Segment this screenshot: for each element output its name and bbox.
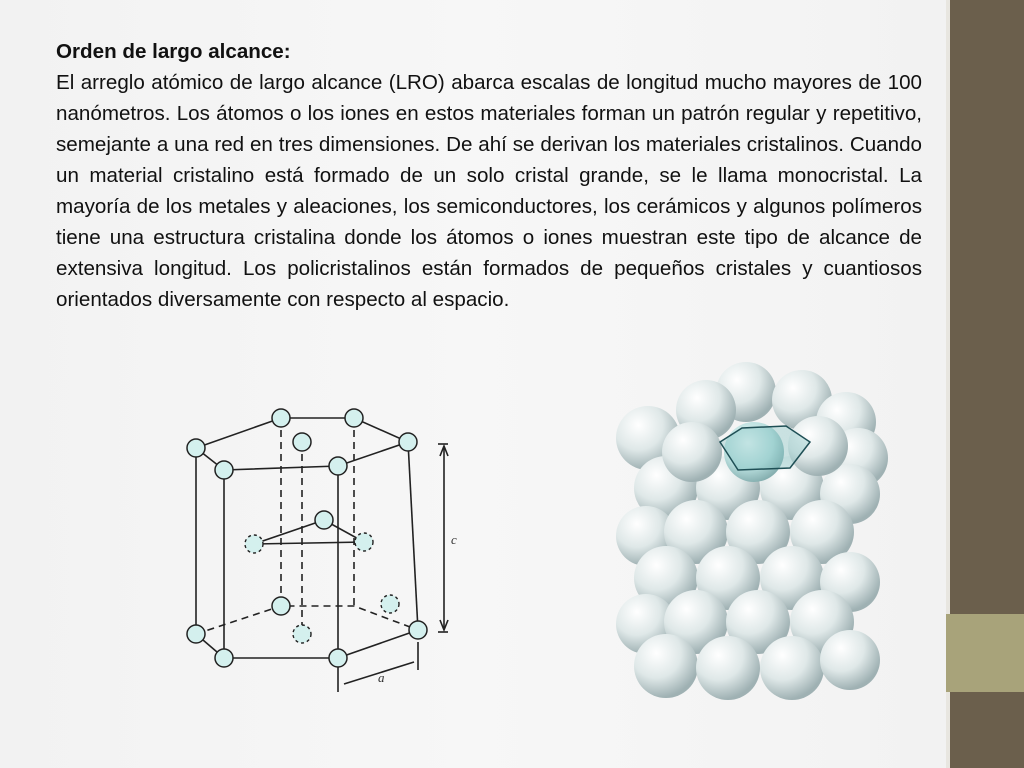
atom-hidden <box>245 535 263 553</box>
atom <box>329 649 347 667</box>
atom <box>409 621 427 639</box>
atom <box>315 511 333 529</box>
atom <box>345 409 363 427</box>
sphere-layers <box>616 362 888 700</box>
atom <box>293 433 311 451</box>
atom <box>272 597 290 615</box>
sphere <box>696 636 760 700</box>
atom <box>215 649 233 667</box>
dimension-a-label: a <box>378 670 385 685</box>
hcp-hidden-atoms <box>245 533 399 643</box>
atom <box>272 409 290 427</box>
atom-hidden <box>355 533 373 551</box>
close-packed-sphere-model <box>596 360 906 720</box>
atom <box>329 457 347 475</box>
sphere <box>760 636 824 700</box>
sphere <box>662 422 722 482</box>
atom-hidden <box>293 625 311 643</box>
sphere <box>820 630 880 690</box>
hcp-frame-lines <box>196 418 448 692</box>
hcp-unit-cell-diagram <box>168 392 468 702</box>
atom-hidden <box>381 595 399 613</box>
atom <box>187 625 205 643</box>
atom <box>187 439 205 457</box>
text-content <box>56 36 922 315</box>
sidebar-accent-block <box>946 614 1024 692</box>
atom <box>215 461 233 479</box>
slide-heading: Orden de largo alcance: <box>56 40 291 63</box>
slide-body-text: El arreglo atómico de largo alcance (LRO) abarca escalas de longitud mucho mayores de 100 nanómetros. Los átomos o los iones en estos materiales forman un patrón regular y repetitivo, semejante a una red en tres dimensiones. De ahí se derivan los materiales cristalinos. Cuando un material cristalino está formado de un solo cristal grande, se le llama monocristal. La mayoría de los metales y aleaciones, los semiconductores, los cerámicos y algunos polímeros tiene una estructura cristalina donde los átomos o iones muestran este tipo de alcance de extensiva longitud. Los policristalinos están formados de pequeños cristales y cuantiosos orientados diversamente con respecto al espacio. <box>56 71 922 311</box>
sphere <box>634 634 698 698</box>
dimension-c-label: c <box>451 532 457 547</box>
atom <box>399 433 417 451</box>
